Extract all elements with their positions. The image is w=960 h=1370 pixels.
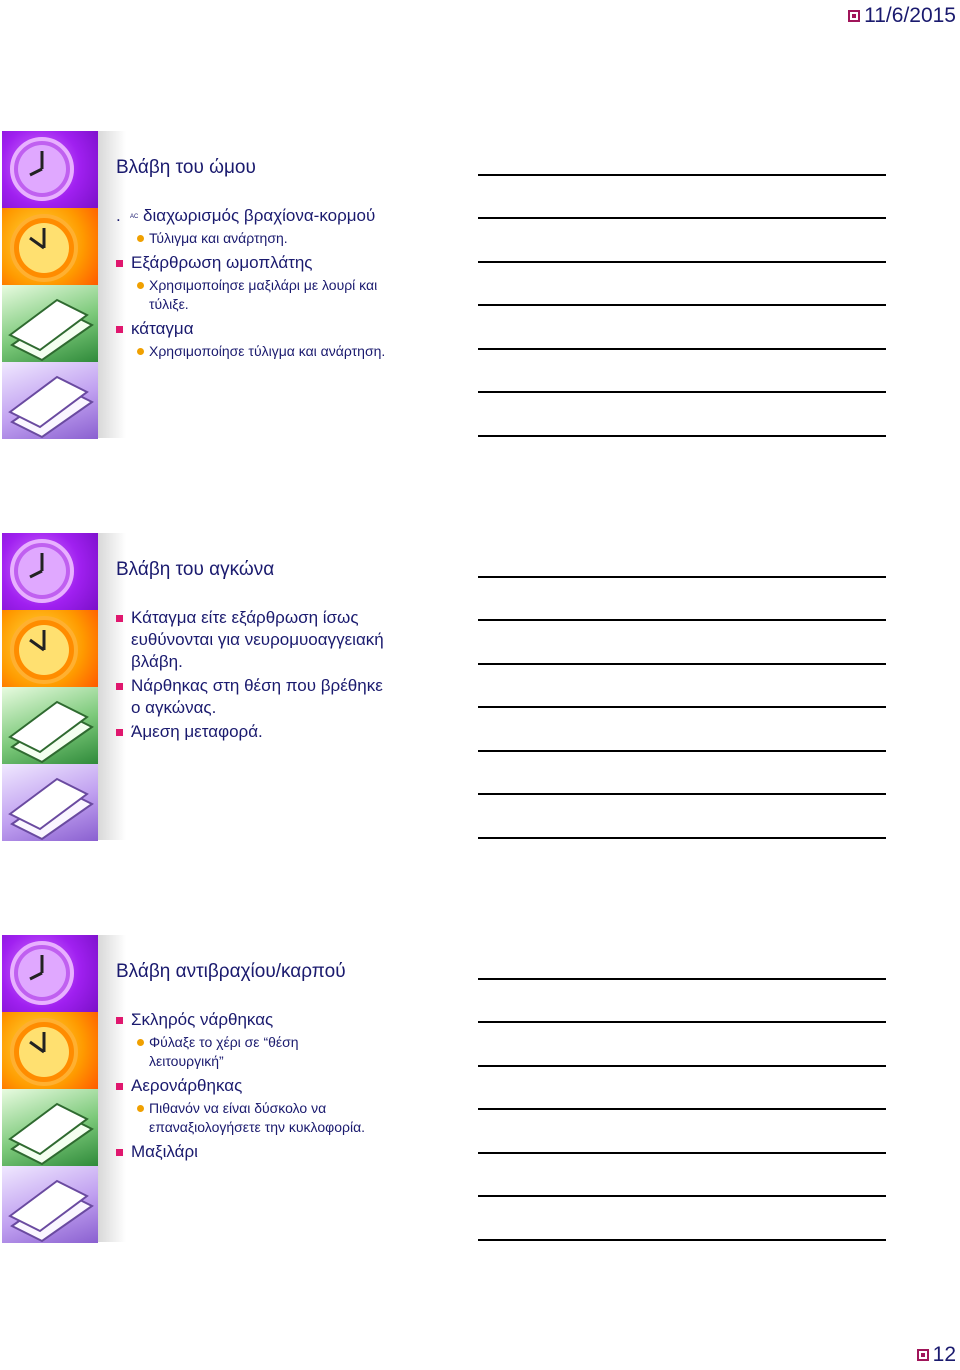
books-image	[2, 285, 98, 362]
note-line	[478, 1065, 886, 1067]
sub-bullet-item: Χρησιμοποίησε τύλιγμα και ανάρτηση.	[116, 342, 416, 361]
books-image	[2, 1089, 98, 1166]
sub-bullet-item: Φύλαξε το χέρι σε “θέση λειτουργική”	[116, 1033, 376, 1071]
note-line	[478, 576, 886, 578]
clock-image	[2, 1012, 98, 1089]
note-line	[478, 1239, 886, 1241]
sub-bullet-item: Πιθανόν να είναι δύσκολο να επαναξιολογήσετε την κυκλοφορία.	[116, 1099, 376, 1137]
page-number-text: 12	[932, 1343, 956, 1366]
note-line	[478, 750, 886, 752]
note-line	[478, 435, 886, 437]
bullet-item: Νάρθηκας στη θέση που βρέθηκε ο αγκώνας.	[116, 675, 386, 719]
note-line	[478, 793, 886, 795]
slide-thumbnail	[2, 131, 460, 438]
note-line	[478, 1108, 886, 1110]
books-image	[2, 687, 98, 764]
books-image	[2, 1166, 98, 1243]
decorative-image-strip	[2, 935, 98, 1242]
sub-bullet-item: Χρησιμοποίησε μαξιλάρι με λουρί και τύλιξε.	[116, 276, 416, 314]
bullet-item: Σκληρός νάρθηκας	[116, 1009, 376, 1031]
books-image	[2, 362, 98, 439]
bullet-text: διαχωρισμός βραχίονα-κορμού	[143, 206, 376, 225]
slide-title: Βλάβη του ώμου	[116, 157, 256, 178]
decorative-image-strip	[2, 533, 98, 840]
note-line	[478, 348, 886, 350]
note-line	[478, 217, 886, 219]
clock-image	[2, 533, 98, 610]
slide-content	[116, 607, 386, 745]
clock-image	[2, 935, 98, 1012]
bullet-item	[116, 205, 416, 227]
note-line	[478, 174, 886, 176]
square-bullet-icon	[848, 10, 860, 22]
bullet-item: Κάταγμα είτε εξάρθρωση ίσως ευθύνονται για νευρομυοαγγειακή βλάβη.	[116, 607, 386, 673]
books-image	[2, 764, 98, 841]
note-line	[478, 619, 886, 621]
clock-image	[2, 208, 98, 285]
note-line	[478, 304, 886, 306]
slide-title: Βλάβη του αγκώνα	[116, 559, 275, 580]
slide-thumbnail	[2, 533, 460, 840]
note-line	[478, 706, 886, 708]
bullet-lead: .	[116, 206, 121, 225]
decorative-image-strip	[2, 131, 98, 438]
slide-content	[116, 205, 416, 365]
bullet-item: Εξάρθρωση ωμοπλάτης	[116, 252, 416, 274]
note-line	[478, 1195, 886, 1197]
slide-title: Βλάβη αντιβραχίου/καρπού	[116, 961, 346, 982]
bullet-item: Αερονάρθηκας	[116, 1075, 376, 1097]
sub-bullet-item: Τύλιγμα και ανάρτηση.	[116, 229, 416, 248]
note-line	[478, 1152, 886, 1154]
note-line	[478, 391, 886, 393]
clock-image	[2, 610, 98, 687]
bullet-item: Μαξιλάρι	[116, 1141, 376, 1163]
note-line	[478, 837, 886, 839]
date-text: 11/6/2015	[864, 4, 956, 27]
note-line	[478, 663, 886, 665]
slide-content	[116, 1009, 376, 1165]
header-date	[848, 4, 956, 28]
note-line	[478, 1021, 886, 1023]
bullet-item: Άμεση μεταφορά.	[116, 721, 386, 743]
note-line	[478, 261, 886, 263]
page-number	[917, 1343, 956, 1367]
slide-thumbnail	[2, 935, 460, 1242]
bullet-item: κάταγμα	[116, 318, 416, 340]
bullet-small-label: AC	[130, 214, 139, 220]
clock-image	[2, 131, 98, 208]
note-line	[478, 978, 886, 980]
square-bullet-icon	[917, 1349, 929, 1361]
